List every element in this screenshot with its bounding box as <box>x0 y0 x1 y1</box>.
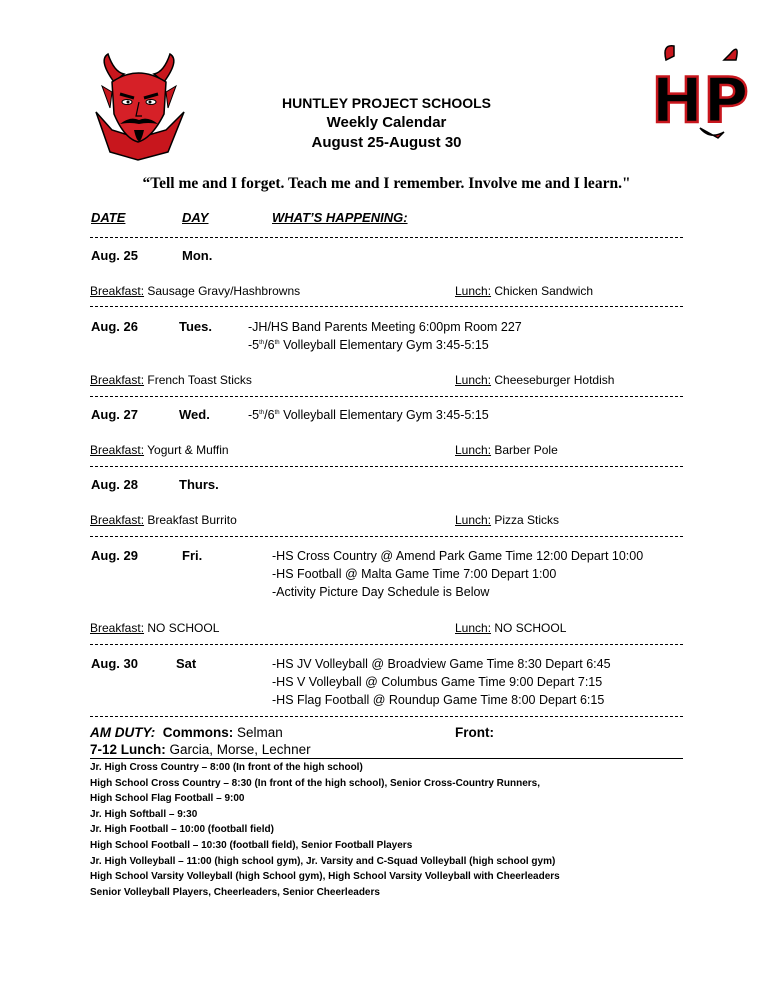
breakfast-entry <box>90 373 252 387</box>
lunch-value: Barber Pole <box>494 443 558 457</box>
breakfast-label: Breakfast: <box>90 513 145 527</box>
document-header <box>200 93 573 153</box>
calendar-dates: August 25-August 30 <box>311 134 462 151</box>
lunch-entry <box>455 284 593 298</box>
day-date: Aug. 28 <box>91 477 138 492</box>
lunch-label: Lunch: <box>455 284 492 298</box>
lunch-entry <box>455 443 558 457</box>
schedule-item: Jr. High Football – 10:00 (football field) <box>90 824 274 836</box>
lunch-duty-value: Garcia, Morse, Lechner <box>165 742 311 757</box>
column-happening: WHAT’S HAPPENING: <box>272 210 408 225</box>
event-item: -HS Flag Football @ Roundup Game Time 8:00 Depart 6:15 <box>272 693 605 707</box>
day-name: Wed. <box>179 407 210 422</box>
front-label: Front: <box>455 725 494 740</box>
event-item: -HS Football @ Malta Game Time 7:00 Depart 1:00 <box>272 567 557 581</box>
school-name: HUNTLEY PROJECT SCHOOLS <box>282 95 491 111</box>
devil-mascot-logo <box>88 52 190 160</box>
breakfast-value: Breakfast Burrito <box>147 513 237 527</box>
divider <box>90 536 683 537</box>
breakfast-value: Sausage Gravy/Hashbrowns <box>147 284 301 298</box>
lunch-duty-label: 7-12 Lunch: <box>90 742 166 757</box>
lunch-value: Chicken Sandwich <box>494 284 594 298</box>
lunch-entry <box>455 621 566 635</box>
breakfast-label: Breakfast: <box>90 443 145 457</box>
divider <box>90 396 683 397</box>
event-item: -Activity Picture Day Schedule is Below <box>272 585 490 599</box>
day-date: Aug. 25 <box>91 248 138 263</box>
day-name: Sat <box>176 656 197 671</box>
lunch-value: Pizza Sticks <box>494 513 560 527</box>
am-duty <box>90 725 283 740</box>
schedule-item: Jr. High Volleyball – 11:00 (high school gym), Jr. Varsity and C-Squad Volleyball (high school gym) <box>90 855 556 867</box>
day-date: Aug. 29 <box>91 548 138 563</box>
event-item: -HS V Volleyball @ Columbus Game Time 9:00 Depart 7:15 <box>272 675 603 689</box>
day-name: Mon. <box>182 248 213 263</box>
calendar-title: Weekly Calendar <box>326 114 447 131</box>
front-duty <box>455 725 494 740</box>
event-item: -JH/HS Band Parents Meeting 6:00pm Room 227 <box>248 320 522 334</box>
event-list <box>248 406 489 424</box>
picture-day-schedule <box>90 760 560 900</box>
divider <box>90 716 683 717</box>
day-date: Aug. 27 <box>91 407 138 422</box>
duty-underline <box>90 758 683 759</box>
schedule-item: High School Varsity Volleyball (high School gym), High School Varsity Volleyball with Cheerleaders <box>90 871 560 883</box>
breakfast-value: NO SCHOOL <box>147 621 220 635</box>
breakfast-label: Breakfast: <box>90 621 145 635</box>
lunch-value: Cheeseburger Hotdish <box>494 373 615 387</box>
column-day: DAY <box>182 210 209 225</box>
event-item: -5th/6th Volleyball Elementary Gym 3:45-5:15 <box>248 408 489 422</box>
quote: “Tell me and I forget. Teach me and I remember. Involve me and I learn." <box>142 175 631 192</box>
lunch-entry <box>455 513 559 527</box>
event-item: -5th/6th Volleyball Elementary Gym 3:45-5:15 <box>248 338 489 352</box>
hp-logo <box>651 42 749 142</box>
day-name: Tues. <box>179 319 212 334</box>
divider <box>90 306 683 307</box>
schedule-item: High School Cross Country – 8:30 (In front of the high school), Senior Cross-Country Runners, <box>90 777 541 789</box>
lunch-entry <box>455 373 614 387</box>
day-date: Aug. 26 <box>91 319 138 334</box>
lunch-duty <box>90 742 311 757</box>
event-list <box>248 318 522 354</box>
breakfast-entry <box>90 284 300 298</box>
lunch-label: Lunch: <box>455 443 492 457</box>
divider <box>90 237 683 238</box>
breakfast-value: French Toast Sticks <box>147 373 252 387</box>
breakfast-label: Breakfast: <box>90 373 145 387</box>
divider <box>90 466 683 467</box>
divider <box>90 644 683 645</box>
day-date: Aug. 30 <box>91 656 138 671</box>
event-item: -HS Cross Country @ Amend Park Game Time 12:00 Depart 10:00 <box>272 549 644 563</box>
schedule-item: High School Flag Football – 9:00 <box>90 793 245 805</box>
day-name: Thurs. <box>179 477 219 492</box>
event-list <box>272 655 611 709</box>
breakfast-entry <box>90 513 237 527</box>
breakfast-entry <box>90 621 219 635</box>
commons-value: Selman <box>233 725 283 740</box>
breakfast-entry <box>90 443 229 457</box>
day-name: Fri. <box>182 548 203 563</box>
am-duty-label: AM DUTY: <box>90 725 156 740</box>
lunch-label: Lunch: <box>455 373 492 387</box>
breakfast-value: Yogurt & Muffin <box>147 443 229 457</box>
breakfast-label: Breakfast: <box>90 284 145 298</box>
commons-label: Commons: <box>162 725 234 740</box>
schedule-item: Senior Volleyball Players, Cheerleaders, Senior Cheerleaders <box>90 886 380 898</box>
schedule-item: Jr. High Softball – 9:30 <box>90 808 198 820</box>
lunch-label: Lunch: <box>455 621 492 635</box>
column-date: DATE <box>91 210 126 225</box>
schedule-item: High School Football – 10:30 (football field), Senior Football Players <box>90 839 413 851</box>
hp-logo-text: HP <box>651 64 749 137</box>
lunch-value: NO SCHOOL <box>494 621 567 635</box>
event-item: -HS JV Volleyball @ Broadview Game Time 8:30 Depart 6:45 <box>272 657 611 671</box>
event-list <box>272 547 643 601</box>
lunch-label: Lunch: <box>455 513 492 527</box>
schedule-item: Jr. High Cross Country – 8:00 (In front of the high school) <box>90 762 363 773</box>
